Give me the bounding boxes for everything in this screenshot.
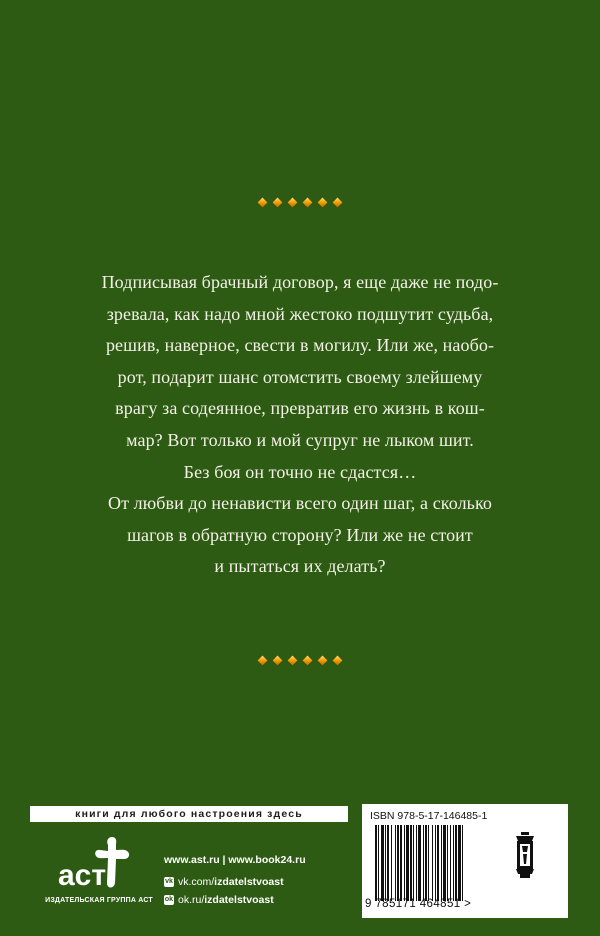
isbn-label: ISBN 978-5-17-146485-1 — [370, 810, 488, 822]
vk-icon: vk — [165, 878, 173, 885]
publisher-caption: ИЗДАТЕЛЬСКАЯ ГРУППА АСТ — [45, 897, 153, 904]
diamond-icon — [288, 656, 298, 666]
barcode-icon — [374, 825, 502, 901]
barcode-panel — [362, 804, 568, 918]
barcode-bar — [387, 825, 389, 901]
lantern-icon — [514, 832, 536, 878]
barcode-bar — [428, 825, 429, 901]
tagline-bar: книги для любого настроения здесь — [30, 806, 348, 822]
annotation-line: шагов в обратную сторону? Или же не стоит — [127, 524, 473, 545]
annotation-line: зревала, как надо мной жестоко подшутит судьба, — [106, 303, 494, 324]
diamond-icon — [258, 198, 268, 208]
diamond-icon — [273, 198, 283, 208]
barcode-bar — [425, 825, 427, 901]
barcode-bar — [404, 825, 405, 901]
barcode-bar — [391, 825, 392, 901]
barcode-bar — [418, 825, 421, 901]
annotation-line: рот, подарит шанс отомстить своему злейшему — [117, 366, 483, 387]
vk-link[interactable] — [164, 874, 354, 890]
logo-letters: аст — [58, 859, 107, 892]
barcode-bar — [441, 825, 442, 901]
diamond-icon — [303, 198, 313, 208]
barcode-bar — [400, 825, 402, 901]
barcode-bar — [447, 825, 448, 901]
barcode-bar — [437, 825, 439, 901]
annotation-line: и пытаться их делать? — [214, 556, 386, 577]
barcode-bar — [462, 825, 463, 901]
ornament-divider-bottom — [0, 651, 600, 663]
diamond-icon — [333, 656, 343, 666]
barcode-bar — [381, 825, 384, 901]
barcode-bar — [395, 825, 396, 901]
barcode-bar — [378, 825, 379, 901]
annotation-line: врагу за содеянное, превратив его жизнь в кош- — [115, 398, 485, 419]
barcode-bar — [435, 825, 436, 901]
ok-prefix: ok.ru/ — [178, 894, 205, 906]
annotation-line: Подписывая брачный договор, я еще даже не подо- — [101, 272, 499, 292]
publisher-links — [164, 852, 354, 908]
annotation-line: Без боя он точно не сдастся… — [183, 461, 417, 482]
barcode-digits: 9 785171 464851 > — [365, 898, 472, 910]
annotation-line: От любви до ненависти всего один шаг, а сколько — [107, 493, 493, 514]
barcode-bar — [375, 825, 377, 901]
diamond-icon — [318, 656, 328, 666]
diamond-icon — [333, 198, 343, 208]
barcode-bar — [410, 825, 412, 901]
ast-logo-icon — [54, 833, 142, 895]
book-annotation — [78, 267, 522, 583]
ok-icon: ok — [164, 896, 174, 903]
annotation-line: решив, наверное, свести в могилу. Или же, наобо- — [105, 335, 495, 356]
ok-handle: izdatelstvoast — [204, 894, 274, 906]
diamond-icon — [288, 198, 298, 208]
barcode-bar — [458, 825, 461, 901]
vk-handle: izdatelstvoast — [214, 876, 284, 888]
barcode-bar — [406, 825, 409, 901]
barcode-bar — [413, 825, 414, 901]
barcode-bar — [453, 825, 454, 901]
diamond-icon — [318, 198, 328, 208]
vk-prefix: vk.com/ — [178, 876, 215, 888]
website-links[interactable]: www.ast.ru | www.book24.ru — [164, 854, 306, 866]
barcode-bar — [423, 825, 424, 901]
diamond-icon — [258, 656, 268, 666]
ornament-diamonds — [255, 657, 345, 664]
barcode-bar — [397, 825, 399, 901]
barcode-bar — [416, 825, 417, 901]
ornament-diamonds — [255, 199, 345, 206]
barcode-bar — [455, 825, 457, 901]
diamond-icon — [273, 656, 283, 666]
diamond-icon — [303, 656, 313, 666]
ok-link[interactable] — [164, 892, 354, 908]
barcode-bar — [432, 825, 433, 901]
publisher-logo[interactable] — [38, 833, 160, 917]
annotation-line: мар? Вот только и мой супруг не лыком шит. — [126, 429, 474, 450]
ornament-divider-top — [0, 193, 600, 205]
barcode-bar — [450, 825, 451, 901]
barcode-bar — [443, 825, 446, 901]
barcode-bar — [385, 825, 386, 901]
